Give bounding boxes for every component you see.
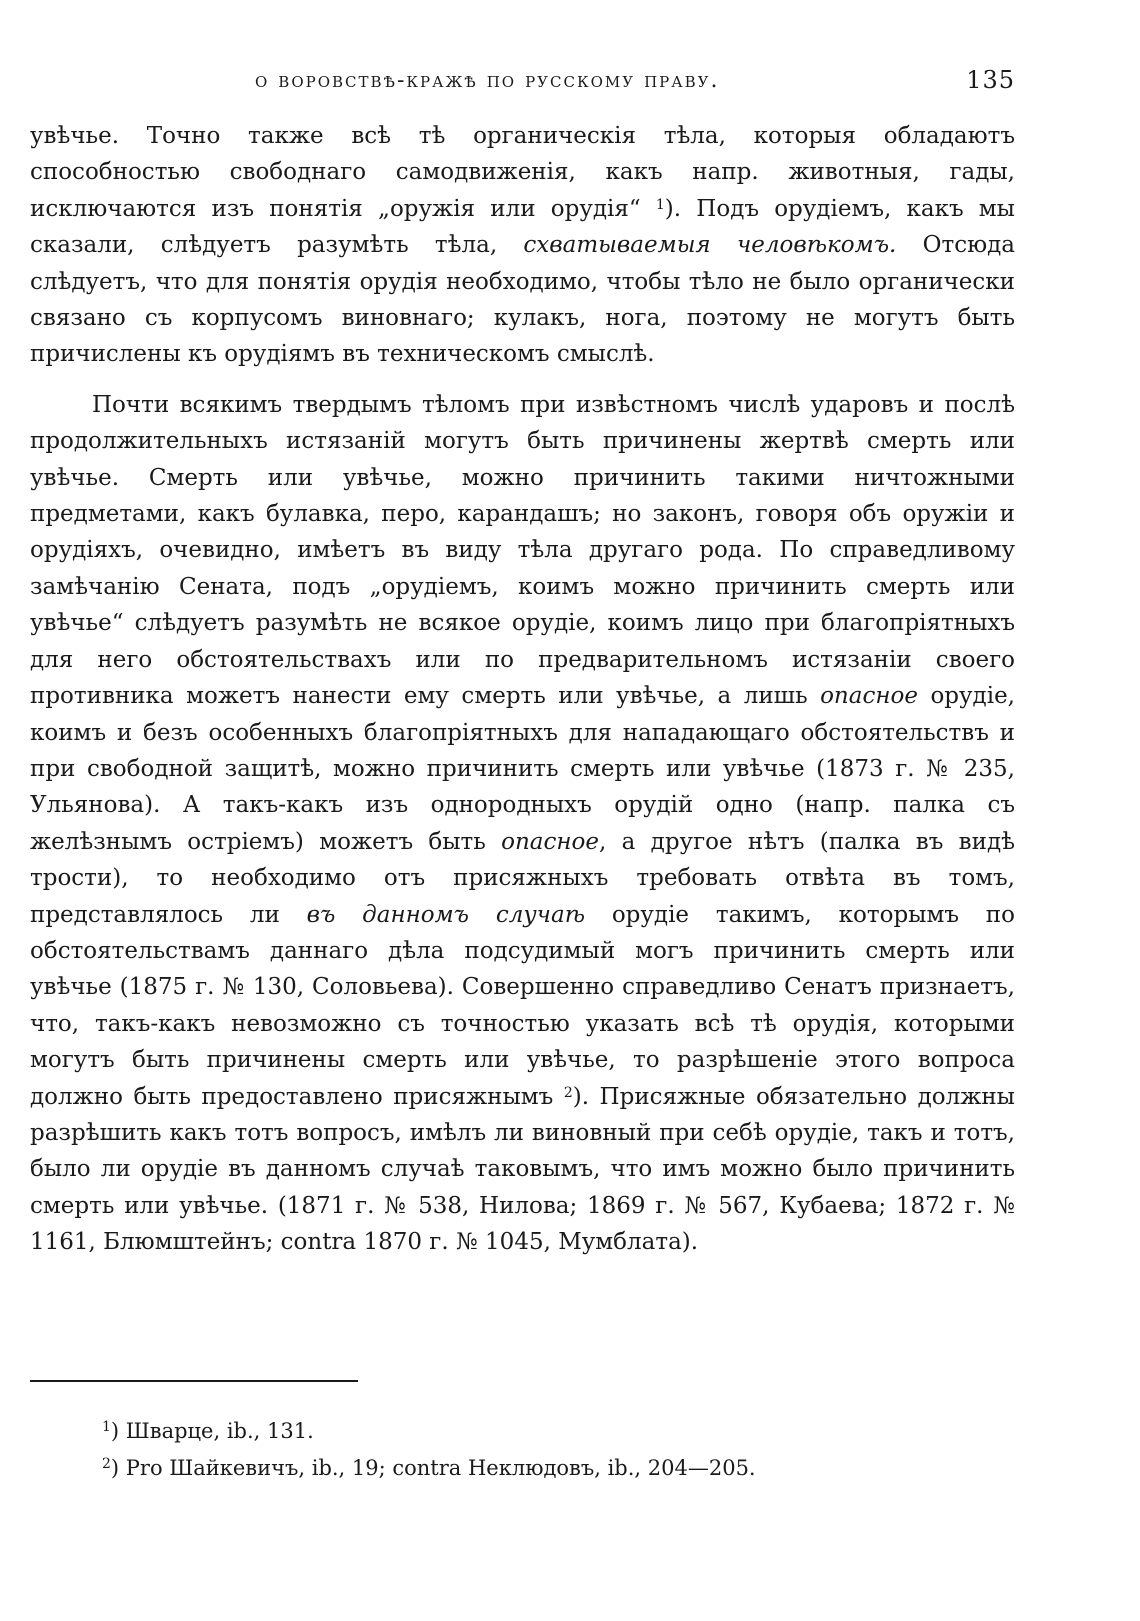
text-run: Отсюда слѣдуетъ, что для понятія орудія необходимо, чтобы тѣло не было органически связано съ корпусомъ виновнаго; кулакъ, нога, поэтому не могутъ быть причислены къ орудіямъ въ техническомъ смыслѣ. <box>30 232 1015 368</box>
emphasis-text: опасное <box>501 828 599 855</box>
footnote-text: ) Шварце, ib., 131. <box>110 1419 314 1443</box>
text-run: , а другое нѣтъ (палка въ видѣ трости), то необходимо отъ присяжныхъ требовать отвѣта въ томъ, представлялось ли <box>30 828 1015 928</box>
text-run: ). Подъ орудіемъ, какъ мы сказали, слѣдуетъ разумѣть тѣла, <box>30 195 1015 259</box>
footnote-mark: 2 <box>102 1456 111 1472</box>
page-number: 135 <box>966 66 1015 94</box>
footnote-divider <box>30 1380 358 1382</box>
footnote <box>102 1450 1022 1487</box>
text-run: увѣчье. Точно также всѣ тѣ органическія тѣла, которыя обладаютъ способностью свободнаго самодвиженія, какъ напр. животныя, гады, исключаются изъ понятія „оружія или орудія“ <box>30 123 1015 222</box>
footnote-text: ) Pro Шайкевичъ, ib., 19; contra Неклюдовъ, ib., 204—205. <box>110 1456 756 1480</box>
paragraph <box>30 118 1015 373</box>
text-run: ). Присяжные обязательно должны разрѣшить какъ тотъ вопросъ, имѣлъ ли виновный при себѣ орудіе, такъ и тотъ, было ли орудіе въ данномъ случаѣ таковымъ, что имъ можно было причинить смерть или увѣчье. (1871 г. № 538, Нилова; 1869 г. № 567, Кубаева; 1872 г. № 1161, Блюмштейнъ; contra 1870 г. № 1045, Мумблата). <box>30 1083 1015 1256</box>
footnote <box>102 1413 1022 1450</box>
emphasis-text: опасное <box>820 683 918 710</box>
emphasis-text: схватываемыя человѣкомъ. <box>523 232 897 259</box>
text-run: орудіе, коимъ и безъ особенныхъ благопріятныхъ для нападающаго обстоятельствъ и при свободной защитѣ, можно причинить смерть или увѣчье (1873 г. № 235, Ульянова). А такъ-какъ изъ однородныхъ орудій одно (напр. палка съ желѣзнымъ остріемъ) можетъ быть <box>30 683 1015 855</box>
paragraph <box>30 387 1015 1261</box>
body-text <box>30 118 1015 1261</box>
text-run: Почти всякимъ твердымъ тѣломъ при извѣстномъ числѣ ударовъ и послѣ продолжительныхъ истязаній могутъ быть причинены жертвѣ смерть или увѣчье. Смерть или увѣчье, можно причинить такими ничтожными предметами, какъ булавка, перо, карандашъ; но законъ, говоря объ оружіи и орудіяхъ, очевидно, имѣетъ въ виду тѣла другаго рода. По справедливому замѣчанію Сената, подъ „орудіемъ, коимъ можно причинить смерть или увѣчье“ слѣдуетъ разумѣть не всякое орудіе, коимъ лицо при благопріятныхъ для него обстоятельствахъ или по предварительномъ истязаніи своего противника можетъ нанести ему смерть или увѣчье, а лишь <box>30 391 1015 710</box>
footnote-mark: 1 <box>102 1419 111 1435</box>
emphasis-text: въ данномъ случаѣ <box>306 901 585 928</box>
footnotes <box>102 1413 1022 1487</box>
text-run: орудіе такимъ, которымъ по обстоятельствамъ даннаго дѣла подсудимый могъ причинить смерть или увѣчье (1875 г. № 130, Соловьева). Совершенно справедливо Сенатъ признаетъ, что, такъ-какъ невозможно съ точностью указать всѣ тѣ орудія, которыми могутъ быть причинены смерть или увѣчье, то разрѣшеніе этого вопроса должно быть предоставлено присяжнымъ <box>30 901 1015 1110</box>
running-head <box>30 40 1045 94</box>
running-head-title: о воровствѣ-кражѣ по русскому праву. <box>255 68 720 93</box>
footnote-ref: 2 <box>563 1084 573 1101</box>
footnote-ref: 1 <box>655 196 665 213</box>
book-page <box>30 40 1045 1600</box>
